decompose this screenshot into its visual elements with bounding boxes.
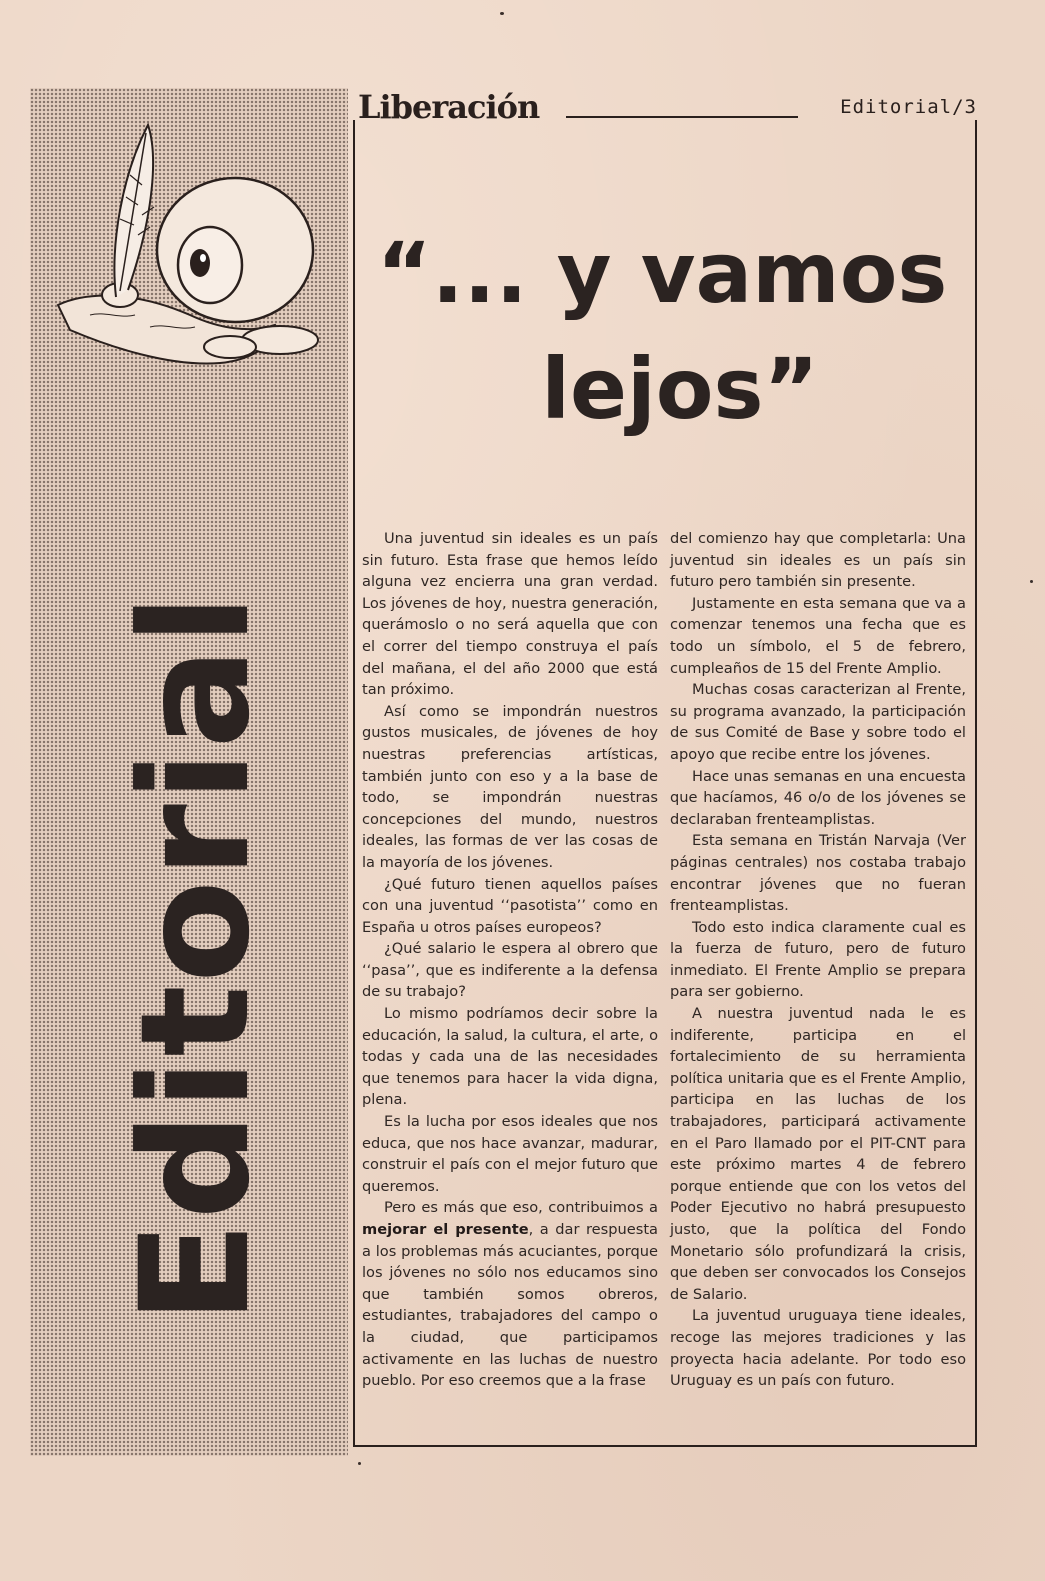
paragraph: La juventud uruguaya tiene ideales, recoge las mejores tradiciones y las proyecta hacia adelante. Por todo eso Uruguay es un país con futuro.	[670, 1307, 966, 1390]
paragraph: del comienzo hay que completarla: Una juventud sin ideales es un país sin futuro pero también sin presente.	[670, 530, 966, 591]
publication-name: Liberación	[358, 88, 540, 126]
masthead-rule	[566, 116, 798, 118]
paragraph: Así como se impondrán nuestros gustos musicales, de jóvenes de hoy nuestras preferencias artísticas, también junto con eso y a la base de todo, se impondrán nuestras concepciones del mundo, nuestros ideales, las formas de ver las cosas de la mayoría de los jóvenes.	[362, 702, 658, 871]
paragraph: Es la lucha por esos ideales que nos educa, que nos hace avanzar, madurar, construir el país con el mejor futuro que queremos.	[362, 1113, 658, 1195]
paragraph: Todo esto indica claramente cual es la fuerza de futuro, pero de futuro inmediato. El Frente Amplio se prepara para ser gobierno.	[670, 918, 966, 1001]
paragraph: Muchas cosas caracterizan al Frente, su programa avanzado, la participación de sus Comité de Base y sobre todo el apoyo que recibe entre los jóvenes.	[670, 681, 966, 763]
article-column-2	[670, 528, 966, 1392]
paragraph: ¿Qué salario le espera al obrero que ‘‘pasa’’, que es indiferente a la defensa de su trabajo?	[362, 940, 658, 1001]
paragraph: Lo mismo podríamos decir sobre la educación, la salud, la cultura, el arte, o todas y cada una de las necesidades que tenemos para hacer la vida digna, plena.	[362, 1005, 658, 1109]
paragraph: Una juventud sin ideales es un país sin futuro. Esta frase que hemos leído alguna vez encierra una gran verdad. Los jóvenes de hoy, nuestra generación, querámoslo o no será aquella que con el correr del tiempo construya el país del mañana, el del año 2000 que está tan próximo.	[362, 530, 658, 699]
print-speck	[500, 12, 504, 15]
sidebar-label: Editorial	[109, 591, 283, 1325]
paragraph: Justamente en esta semana que va a comenzar tenemos una fecha que es todo un símbolo, el 5 de febrero, cumpleaños de 15 del Frente Amplio.	[670, 594, 966, 677]
headline	[362, 215, 962, 447]
article-column-1	[362, 528, 658, 1392]
bold-phrase: mejorar el presente	[362, 1221, 529, 1238]
paragraph: Hace unas semanas en una encuesta que hacíamos, 46 o/o de los jóvenes se declaraban frenteamplistas.	[670, 767, 966, 828]
section-page-label: Editorial/3	[840, 96, 977, 118]
paragraph-text: Pero es más que eso, contribuimos a	[384, 1199, 658, 1217]
headline-line-1: “... y vamos	[376, 224, 948, 322]
paragraph: Esta semana en Tristán Narvaja (Ver páginas centrales) nos costaba trabajo encontrar jóvenes que no fueran frenteamplistas.	[670, 832, 966, 915]
print-speck	[358, 1462, 361, 1465]
paragraph: A nuestra juventud nada le es indiferente, participa en el fortalecimiento de su herramienta política unitaria que es el Frente Amplio, participa en las luchas de los trabajadores, participará activamente en el Paro llamado por el PIT-CNT para este próximo martes 4 de febrero porque entiende que con los vetos del Poder Ejecutivo no habrá presupuesto justo, que la política del Fondo Monetario sólo profundizará la crisis, que deben ser convocados los Consejos de Salario.	[670, 1005, 966, 1303]
paragraph	[362, 1197, 658, 1391]
paragraph-text: , a dar respuesta a los problemas más acuciantes, porque los jóvenes no sólo nos educamos sino que también somos obreros, estudiantes, trabajadores del campo o la ciudad, que participamos activamente en las luchas de nuestro pueblo. Por eso creemos que a la frase	[362, 1221, 658, 1390]
print-speck	[1030, 580, 1033, 583]
paragraph: ¿Qué futuro tienen aquellos países con una juventud ‘‘pasotista’’ como en España u otros países europeos?	[362, 875, 658, 936]
mascot-illustration	[50, 115, 340, 385]
headline-line-2: lejos”	[541, 340, 819, 438]
